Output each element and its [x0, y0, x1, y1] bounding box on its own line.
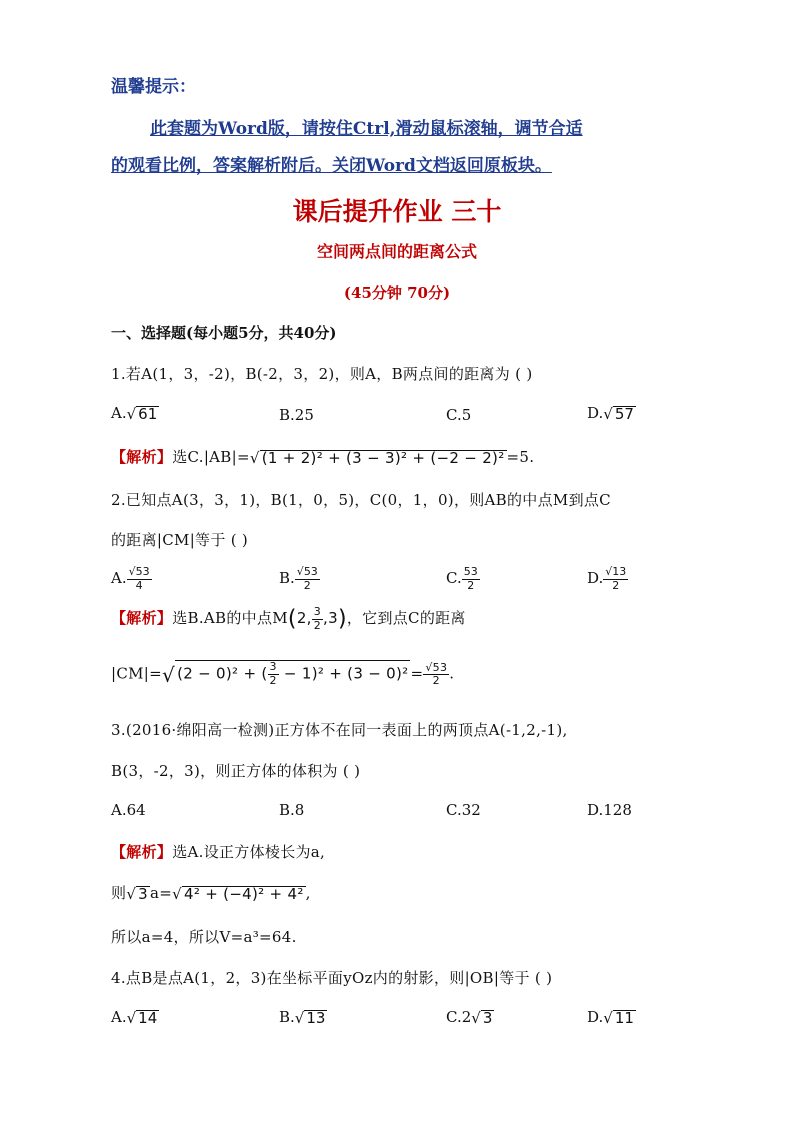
question-2-stem-1: 2.已知点A(3，3，1)，B(1，0，5)，C(0，1，0)，则AB的中点M到点C: [111, 491, 611, 509]
question-3-stem-1: 3.(2016·绵阳高一检测)正方体不在同一表面上的两顶点A(-1,2,-1),: [111, 721, 568, 739]
q1-option-a: A.√ 61: [111, 404, 158, 423]
tip-label: 温馨提示：: [111, 77, 196, 97]
question-3-stem-2: B(3，-2，3)，则正方体的体积为 ( ): [111, 762, 361, 780]
q1-answer: 【解析】选C.|AB|=√ (1 + 2)² + (3 − 3)² + (−2 − 2)² =5.: [111, 448, 535, 467]
q3-option-a: A.64: [111, 801, 146, 819]
page-title: 课后提升作业 三十: [292, 197, 502, 226]
q1-option-b: B.25: [279, 406, 314, 424]
tip-line-1: 此套题为Word版，请按住Ctrl,滑动鼠标滚轴，调节合适: [150, 119, 583, 139]
jiexi-label: 【解析】: [111, 448, 173, 466]
q2-answer-2: |CM|=√ (2 − 0)² + ( $\frac{3}{2}$ − 1)² + (3 − 0)² = $\frac{√53}{2}$ .: [111, 660, 455, 688]
q4-option-c: C.2√ 3: [446, 1008, 493, 1027]
q3-answer-2: 则√ 3 a=√ 4² + (−4)² + 4² ,: [111, 884, 311, 903]
q3-option-c: C.32: [446, 801, 481, 819]
time-score: (45分钟 70分): [343, 284, 451, 302]
q3-option-b: B.8: [279, 801, 305, 819]
jiexi-label: 【解析】: [111, 843, 173, 861]
jiexi-label: 【解析】: [111, 609, 173, 628]
q4-option-d: D.√ 11: [587, 1008, 634, 1027]
section-title: 一、选择题(每小题5分，共40分): [111, 324, 337, 342]
q3-answer-1: 【解析】选A.设正方体棱长为a,: [111, 843, 326, 861]
q2-option-d: D. $\frac{√13}{2}$: [587, 565, 627, 592]
question-2-stem-2: 的距离|CM|等于 ( ): [111, 531, 249, 549]
q2-answer-1: 【解析】选B.AB的中点M(2, $\frac{3}{2}$ ,3)，它到点C的距离: [111, 605, 466, 632]
q1-option-c: C.5: [446, 406, 472, 424]
q4-option-a: A.√ 14: [111, 1008, 158, 1027]
q2-option-a: A. $\frac{√53}{4}$: [111, 565, 150, 592]
question-4-stem: 4.点B是点A(1，2，3)在坐标平面yOz内的射影，则|OB|等于 ( ): [111, 969, 553, 987]
q1-option-d: D.√ 57: [587, 404, 634, 423]
tip-line-2: 的观看比例，答案解析附后。关闭Word文档返回原板块。: [111, 156, 552, 176]
q2-option-b: B. $\frac{√53}{2}$: [279, 565, 318, 592]
q2-option-c: C. $\frac{53}{2}$: [446, 565, 478, 592]
q3-answer-3: 所以a=4，所以V=a³=64.: [111, 928, 297, 946]
q3-option-d: D.128: [587, 801, 632, 819]
page-subtitle: 空间两点间的距离公式: [316, 242, 477, 261]
q4-option-b: B.√ 13: [279, 1008, 326, 1027]
question-1-stem: 1.若A(1，3，-2)，B(-2，3，2)，则A，B两点间的距离为 ( ): [111, 365, 533, 383]
